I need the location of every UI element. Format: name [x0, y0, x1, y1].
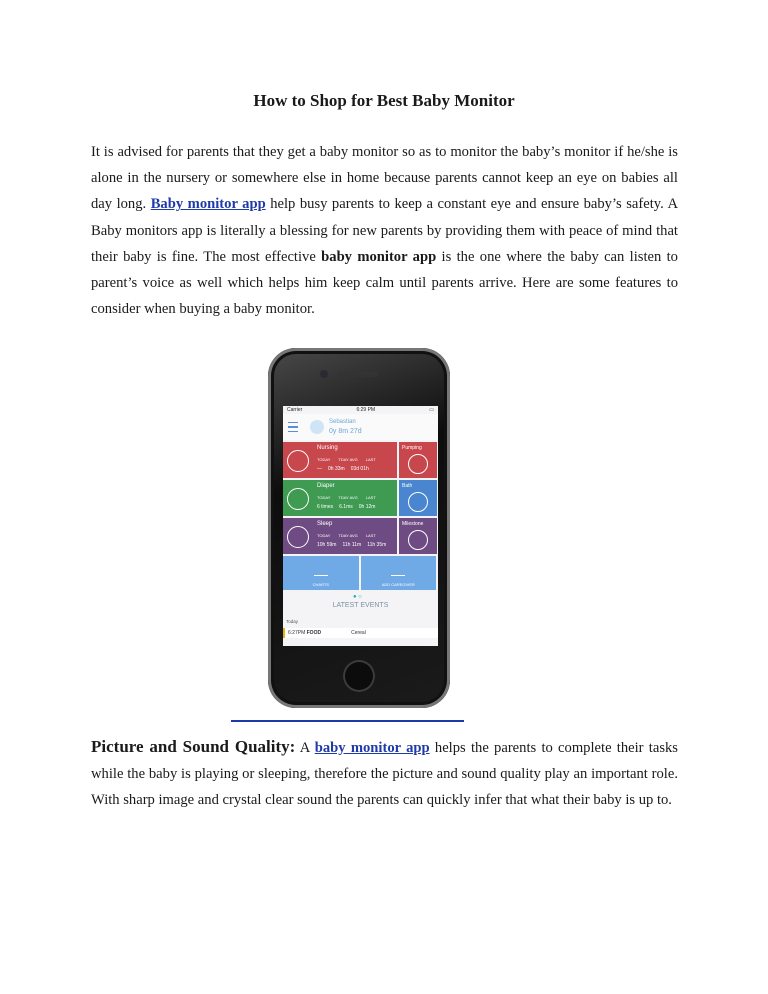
event-item: Cereal	[351, 630, 366, 636]
tile-label: Sleep	[317, 521, 333, 527]
smiley-icon	[408, 530, 428, 550]
carrier-label: Carrier	[287, 407, 303, 413]
app-header	[283, 414, 438, 440]
bath-icon	[408, 492, 428, 512]
latest-events-title: LATEST EVENTS	[332, 602, 389, 609]
event-row	[283, 628, 438, 638]
pumping-tile	[399, 442, 437, 478]
menu-icon	[288, 422, 298, 432]
baby-name: Sebastian	[329, 419, 356, 425]
tile-col: TDAY AVG	[338, 533, 358, 538]
tile-label: Nursing	[317, 445, 338, 451]
tile-col: TODAY	[317, 533, 331, 538]
section-text-1: A	[295, 740, 315, 756]
picture-sound-paragraph	[91, 734, 678, 814]
intro-bold-term: baby monitor app	[321, 248, 437, 265]
tile-value: 11h 35m	[367, 542, 387, 548]
phone-image	[268, 348, 450, 708]
charts-button: CHARTS	[283, 556, 359, 590]
tile-label: Pumping	[402, 445, 422, 451]
baby-monitor-app-link[interactable]: Baby monitor app	[150, 196, 266, 213]
action-buttons	[283, 556, 438, 590]
diaper-tile	[283, 480, 397, 516]
tile-col: TODAY	[317, 495, 331, 500]
activity-grid	[283, 442, 438, 556]
phone-screen	[283, 406, 438, 646]
intro-paragraph	[91, 139, 678, 322]
baby-age: 0y 8m 27d	[329, 428, 362, 435]
chart-icon	[314, 563, 328, 576]
tile-value: —	[317, 466, 322, 472]
add-caregiver-button: ADD CAREGIVER	[361, 556, 437, 590]
event-type: FOOD	[306, 630, 322, 636]
tile-value: 11h 11m	[342, 542, 362, 548]
tile-label: Bath	[402, 483, 413, 489]
section-heading: Picture and Sound Quality:	[91, 737, 296, 756]
tile-value: 0h 12m	[358, 504, 376, 510]
tile-label: Milestone	[402, 521, 424, 527]
status-bar	[283, 406, 438, 414]
image-underline	[231, 720, 464, 722]
nursing-icon	[287, 450, 309, 472]
pumping-icon	[408, 454, 428, 474]
page-dots: ● ○	[353, 594, 362, 600]
tile-col: TDAY AVG	[338, 495, 358, 500]
page-title: How to Shop for Best Baby Monitor	[253, 91, 515, 110]
sleep-icon	[287, 526, 309, 548]
tile-label: Diaper	[317, 483, 335, 489]
tile-col: TDAY AVG	[338, 457, 358, 462]
tile-value: 6 times	[317, 504, 334, 510]
status-time: 6:29 PM	[356, 407, 376, 413]
bath-tile	[399, 480, 437, 516]
tile-col: LAST	[365, 495, 376, 500]
battery-icon: ▭	[429, 407, 434, 413]
today-label: Today	[286, 619, 299, 624]
tile-col: TODAY	[317, 457, 331, 462]
tile-col: LAST	[365, 457, 376, 462]
tile-value: 10h 59m	[317, 542, 337, 548]
intro-text-3: is the one where the baby can listen to parent’s voice as well which helps him keep calm until parents arrive. Here are some features to consider when buying a baby monitor.	[91, 248, 678, 318]
diaper-icon	[287, 488, 309, 510]
nursing-tile	[283, 442, 397, 478]
intro-text-1: It is advised for parents that they get a baby monitor so as to monitor the baby’s monitor if he/she is alone in the nursery or somewhere else in home because parents cannot keep an eye on babies all day long.	[91, 144, 678, 213]
person-icon	[391, 563, 405, 576]
tile-value: 0h 33m	[328, 466, 345, 472]
event-time: 6:27PM	[288, 630, 306, 636]
intro-text-2: help busy parents to keep a constant eye and ensure baby’s safety. A Baby monitors app is literally a blessing for new parents by providing them with peace of mind that their baby is fine. The most effective	[91, 196, 679, 265]
avatar	[310, 420, 324, 434]
section-text-2: helps the parents to complete their tasks while the baby is playing or sleeping, therefore the picture and sound quality play an important role. With sharp image and crystal clear sound the parents can quickly infer that what their baby is up to.	[91, 740, 678, 809]
tile-value: 6.1ms	[339, 504, 353, 510]
home-button	[343, 660, 375, 692]
baby-monitor-app-link-2[interactable]: baby monitor app	[314, 740, 430, 756]
sleep-tile	[283, 518, 397, 554]
speaker-grille	[338, 372, 378, 377]
camera-icon	[320, 370, 328, 378]
tile-col: LAST	[365, 533, 376, 538]
tile-value: 03d 01h	[350, 466, 369, 472]
milestone-tile	[399, 518, 437, 554]
